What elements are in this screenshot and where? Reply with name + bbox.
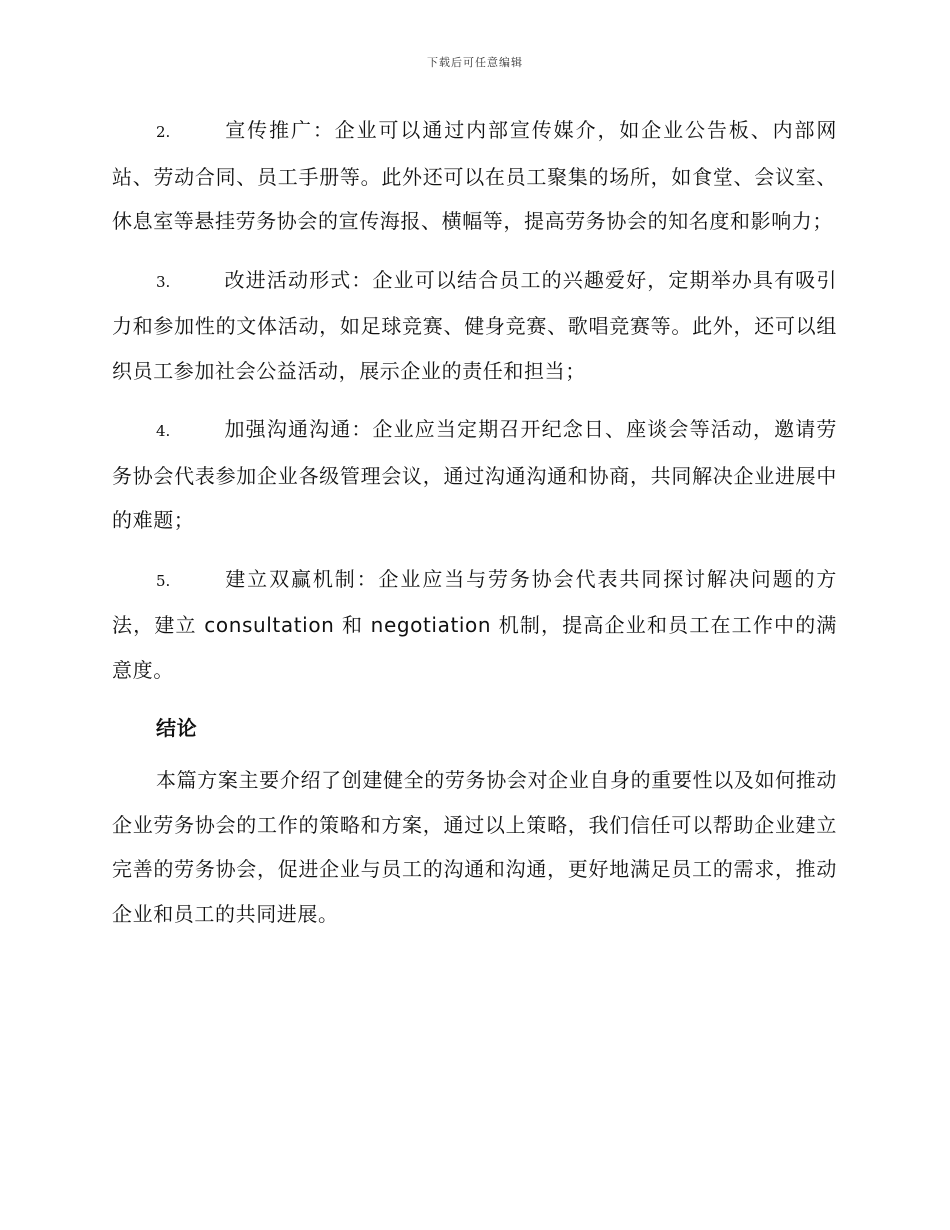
list-item-4: [112, 407, 837, 543]
list-item-3: [112, 258, 837, 394]
list-number: 3.: [156, 272, 171, 291]
list-item-text: 加强沟通沟通：企业应当定期召开纪念日、座谈会等活动，邀请劳务协会代表参加企业各级管理会议，通过沟通沟通和协商，共同解决企业进展中的难题；: [112, 417, 837, 532]
conclusion-paragraph: 本篇方案主要介绍了创建健全的劳务协会对企业自身的重要性以及如何推动企业劳务协会的工作的策略和方案，通过以上策略，我们信任可以帮助企业建立完善的劳务协会，促进企业与员工的沟通和沟通，更好地满足员工的需求，推动企业和员工的共同进展。: [112, 768, 837, 926]
document-body: [112, 108, 837, 950]
list-item-text: 建立双赢机制：企业应当与劳务协会代表共同探讨解决问题的方法，建立 consultation 和 negotiation 机制，提高企业和员工在工作中的满意度。: [112, 566, 837, 682]
list-number: 4.: [156, 422, 171, 440]
page-header-watermark: 下载后可任意编辑: [427, 56, 523, 69]
list-item-5: [112, 557, 837, 693]
list-number: 5.: [156, 571, 171, 590]
list-item-text: 改进活动形式：企业可以结合员工的兴趣爱好，定期举办具有吸引力和参加性的文体活动，如足球竞赛、健身竞赛、歌唱竞赛等。此外，还可以组织员工参加社会公益活动，展示企业的责任和担当；: [112, 267, 837, 383]
list-item-text: 宣传推广：企业可以通过内部宣传媒介，如企业公告板、内部网站、劳动合同、员工手册等。此外还可以在员工聚集的场所，如食堂、会议室、休息室等悬挂劳务协会的宣传海报、横幅等，提高劳务协会的知名度和影响力；: [112, 118, 837, 233]
list-number: 2.: [156, 123, 171, 141]
section-heading-conclusion: 结论: [156, 716, 198, 740]
list-item-2: [112, 108, 837, 244]
